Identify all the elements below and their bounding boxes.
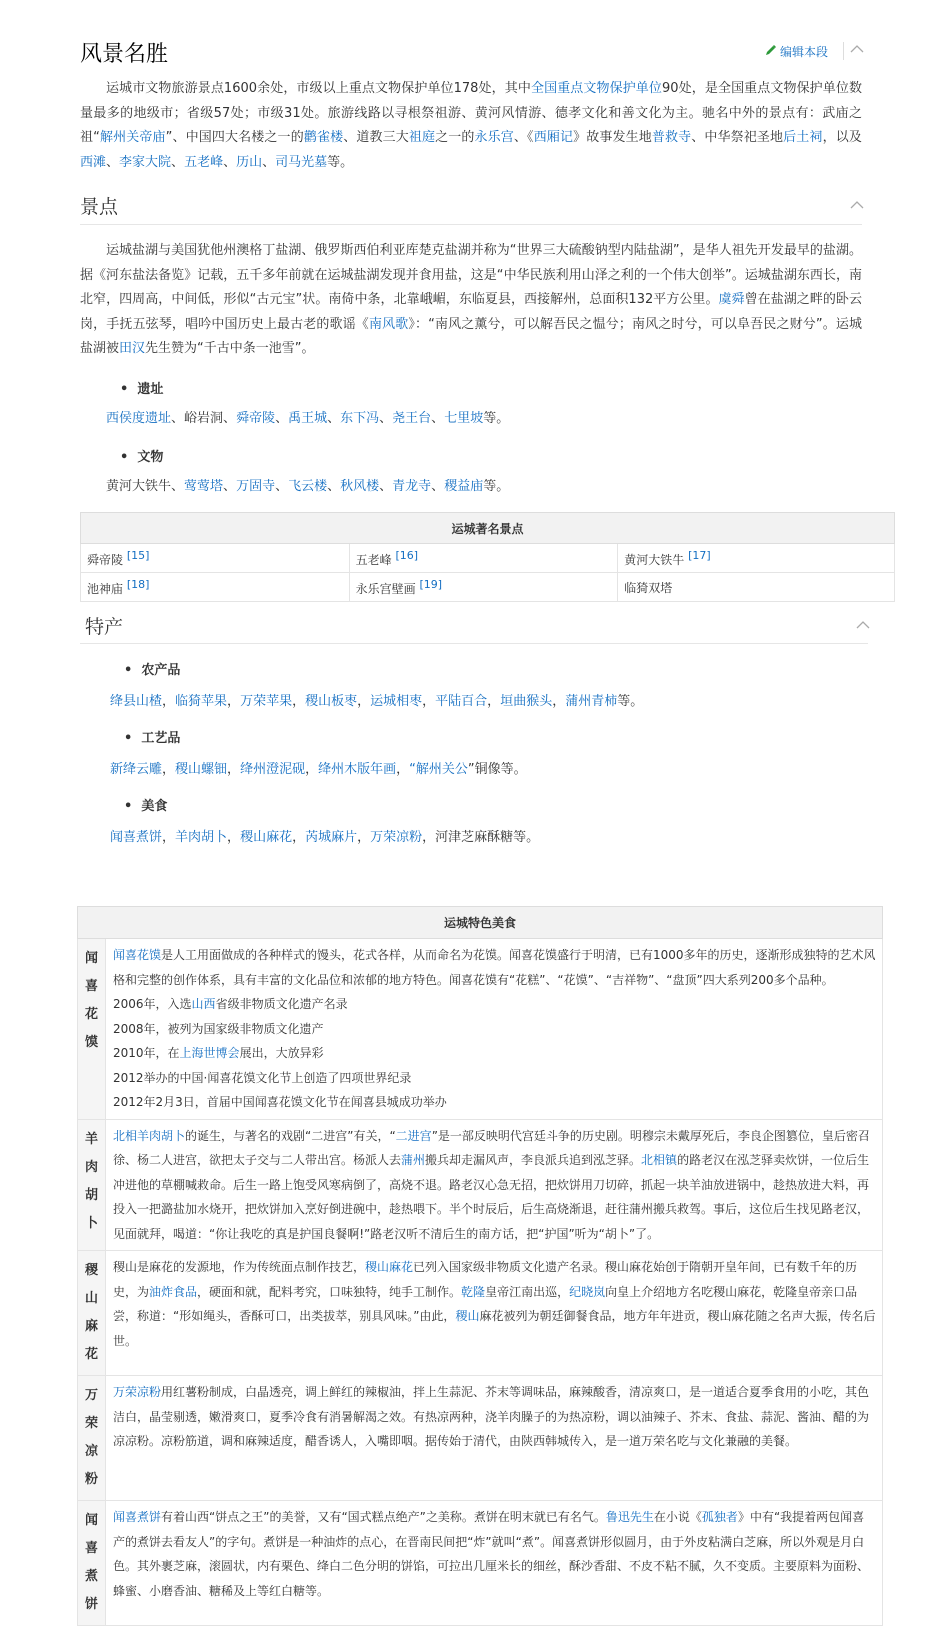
- row-content: 北相羊肉胡卜的诞生，与著名的戏剧“二进宫”有关，“二进宫”是一部反映明代宫廷斗争的历史剧。明穆宗未戴厚死后，李良企图篡位，皇后密召徐、杨二人进宫，欲把太子交与二人带出宫。杨派人去蒲州搬兵却走漏风声，李良派兵追到泓芝驿。北相镇的路老汉在泓芝驿卖炊饼，一位后生冲进他的草棚喊救命。后生一路上饱受风寒病倒了，高烧不退。路老汉心急无招，把炊饼用刀切碎，抓起一块羊油放进锅中，趁热放进大料，再投入一把潞盐加水烧开，把炊饼加入烹好倒进碗中，趁热喂下。半个时辰后，后生高烧渐退，赶往蒲州搬兵救驾。事后，这位后生找见路老汉，见面就拜，喝道：“你让我吃的真是护国良餐啊!”路老汉听不清后生的南方话，把“护国”听为“胡卜”了。: [106, 1119, 883, 1251]
- table-row: [78, 1501, 883, 1626]
- table-cell: 舜帝陵: [87, 552, 124, 567]
- link[interactable]: 青龙寺: [392, 479, 432, 494]
- link[interactable]: 西滩: [80, 154, 107, 170]
- link[interactable]: 万荣凉粉: [370, 830, 423, 845]
- link[interactable]: 稷山麻花: [240, 830, 293, 845]
- table-cell: 永乐宫壁画: [355, 581, 416, 596]
- link[interactable]: 禹王城: [288, 411, 328, 426]
- link[interactable]: 蒲州青柿: [565, 694, 618, 709]
- link[interactable]: 稷山麻花: [365, 1260, 414, 1274]
- link[interactable]: 万荣苹果: [240, 694, 293, 709]
- link[interactable]: 上海世博会: [179, 1046, 240, 1060]
- spots-heading: 景点: [80, 196, 119, 218]
- products-heading: 特产: [85, 616, 124, 638]
- ref-link[interactable]: [19]: [419, 577, 443, 591]
- row-label: 闻 喜 煮 饼: [78, 1501, 106, 1626]
- link[interactable]: 普救寺: [651, 130, 692, 145]
- link[interactable]: 平陆百合: [435, 694, 488, 709]
- link[interactable]: 虞舜: [718, 292, 745, 307]
- link[interactable]: 稷山螺钿: [175, 762, 228, 777]
- link[interactable]: 田汉: [119, 341, 146, 356]
- table-cell: 临猗双塔: [624, 580, 673, 595]
- row-label: 羊 肉 胡 卜: [78, 1119, 106, 1251]
- link[interactable]: 鹳雀楼: [303, 130, 344, 145]
- edit-section-label[interactable]: 编辑本段: [779, 44, 828, 59]
- intro-paragraph: 运城市文物旅游景点1600余处，市级以上重点文物保护单位178处，其中全国重点文物保护单位90处，是全国重点文物保护单位数量最多的地级市；省级57处；市级31处。旅游线路以寻根祭祖游、黄河风情游、德孝文化和善文化为主。驰名中外的景点有：武庙之祖“解州关帝庙”、中国四大名楼之一的鹳雀楼、道教三大祖庭之一的永乐宫、《西厢记》故事发生地普救寺、中华祭祀圣地后土祠，以及西滩、李家大院、五老峰、历山、司马光墓等。: [80, 81, 862, 170]
- link[interactable]: 稷山: [455, 1309, 480, 1323]
- table-cell: 池神庙: [87, 581, 124, 596]
- link[interactable]: 垣曲猴头: [500, 694, 553, 709]
- ref-link[interactable]: [17]: [688, 548, 711, 562]
- link[interactable]: 西厢记: [533, 130, 574, 145]
- link[interactable]: 永乐宫: [474, 130, 514, 145]
- link[interactable]: 秋风楼: [340, 479, 380, 494]
- link[interactable]: 飞云楼: [288, 479, 328, 494]
- list-item: 2012年2月3日，首届中国闻喜花馍文化节在闻喜县城成功举办: [113, 1095, 447, 1109]
- link[interactable]: 历山: [236, 154, 263, 170]
- agri-list: 绛县山楂，临猗苹果，万荣苹果，稷山板枣，运城相枣，平陆百合，垣曲猴头，蒲州青柿等。: [110, 694, 644, 709]
- link[interactable]: 司马光墓: [275, 154, 328, 170]
- link[interactable]: 全国重点文物保护单位: [530, 81, 663, 96]
- ruins-heading: • 遗址: [120, 378, 163, 397]
- link[interactable]: 解州关帝庙: [99, 130, 166, 145]
- craft-list: 新绛云雕，稷山螺钿，绛州澄泥砚，绛州木版年画，“解州关公”铜像等。: [110, 762, 527, 777]
- link[interactable]: 万荣凉粉: [113, 1385, 162, 1399]
- row-content: 闻喜煮饼有着山西“饼点之王”的美誉，又有“国式糕点绝产”之美称。煮饼在明末就已有名气。鲁迅先生在小说《孤独者》中有“我提着两包闻喜产的煮饼去看友人”的字句。煮饼是一种油炸的点心，在晋南民间把“炸”就叫“煮”。闻喜煮饼形似圆月，由于外皮粘满白芝麻，所以外观是月白色。其外裹芝麻，滚圆状，内有栗色、绛白二色分明的饼馅，可拉出几厘米长的细丝，酥沙香甜、不皮不粘不腻，久不变质。主要原料为面粉、蜂蜜、小磨香油、糖稀及上等红白糖等。: [106, 1501, 883, 1626]
- ref-link[interactable]: [16]: [395, 548, 419, 562]
- link[interactable]: 舜帝陵: [236, 411, 276, 426]
- link[interactable]: 绛州木版年画: [318, 762, 397, 777]
- ruins-list: 西侯度遗址、峪岩洞、舜帝陵、禹王城、东下冯、尧王台、七里坡等。: [106, 411, 510, 426]
- link[interactable]: 南风歌: [368, 316, 409, 332]
- food-list: 闻喜煮饼，羊肉胡卜，稷山麻花，芮城麻片，万荣凉粉，河津芝麻酥糖等。: [110, 830, 540, 845]
- relics-list: 黄河大铁牛、莺莺塔、万固寺、飞云楼、秋风楼、青龙寺、稷益庙等。: [106, 479, 510, 494]
- list-item: 2006年，入选山西省级非物质文化遗产名录: [113, 997, 348, 1011]
- link[interactable]: 闻喜煮饼: [110, 830, 163, 845]
- relics-heading: • 文物: [120, 446, 163, 465]
- ref-link[interactable]: [18]: [126, 577, 150, 591]
- food-table: [77, 906, 883, 1626]
- section-title: 风景名胜: [80, 42, 169, 67]
- link[interactable]: “解州关公: [409, 762, 468, 777]
- ref-link[interactable]: [15]: [126, 548, 150, 562]
- link[interactable]: 闻喜花馍: [113, 948, 162, 962]
- link[interactable]: 蒲州: [401, 1153, 426, 1167]
- link[interactable]: 二进宫: [395, 1128, 432, 1143]
- table-cell: 五老峰: [355, 552, 392, 567]
- link[interactable]: 莺莺塔: [184, 479, 224, 494]
- edit-section[interactable]: [765, 42, 844, 60]
- row-label: 稷 山 麻 花: [78, 1251, 106, 1376]
- row-label: 闻 喜 花 馍: [78, 939, 106, 1120]
- list-item: 2010年，在上海世博会展出，大放异彩: [113, 1046, 324, 1060]
- table-row: [81, 573, 895, 602]
- link[interactable]: 东下冯: [340, 411, 380, 426]
- row-content: 闻喜花馍是人工用面做成的各种样式的馒头，花式各样，从而命名为花馍。闻喜花馍盛行于明清，已有1000多年的历史，逐渐形成独特的艺术风格和完整的创作体系，具有丰富的文化品位和浓郁的地方特色。闻喜花馍有“花糕”、“花馍”、“吉祥物”、“盘顶”四大系列200多个品种。 2006年，入选山西省级非物质文化遗产名录 2008年，被列为国家级非物质文化遗产 2010年，在上海世博会展出，大放异彩 2012举办的中国·闻喜花馍文化节上创造了四项世界纪录 2012年2月3日，首届中国闻喜花馍文化节在闻喜县城成功举办: [106, 939, 883, 1120]
- link[interactable]: 万固寺: [236, 479, 276, 494]
- link[interactable]: 芮城麻片: [305, 830, 358, 845]
- row-content: 稷山是麻花的发源地，作为传统面点制作技艺，稷山麻花已列入国家级非物质文化遗产名录。稷山麻花始创于隋朝开皇年间，已有数千年的历史，为油炸食品，硬面和就，配料考究，口味独特，纯手工制作。乾隆皇帝江南出巡，纪晓岚向皇上介绍地方名吃稷山麻花，乾隆皇帝亲口品尝，称道：“形如绳头，香酥可口，出类拔萃，别具风味。”由此，稷山麻花被列为朝廷御餐食品，地方年年进贡，稷山麻花随之名声大振，传名后世。: [106, 1251, 883, 1376]
- food-heading: • 美食: [124, 795, 167, 814]
- link[interactable]: 李家大院: [119, 154, 172, 170]
- table-row: [81, 544, 895, 573]
- divider: [843, 42, 844, 60]
- famous-spots-table: [80, 512, 895, 602]
- link[interactable]: 绛县山楂: [110, 694, 163, 709]
- link[interactable]: 后土祠: [783, 130, 823, 145]
- link[interactable]: 临猗苹果: [175, 694, 228, 709]
- link[interactable]: 西侯度遗址: [106, 411, 172, 426]
- section-divider: [80, 643, 868, 644]
- link[interactable]: 北相镇: [641, 1153, 678, 1167]
- link[interactable]: 稷山板枣: [305, 694, 358, 709]
- link[interactable]: 闻喜煮饼: [113, 1510, 162, 1524]
- link[interactable]: 五老峰: [184, 154, 224, 170]
- section-divider: [80, 224, 862, 225]
- link[interactable]: 纪晓岚: [569, 1284, 606, 1299]
- table-row: [78, 1119, 883, 1251]
- table-caption: 运城特色美食: [78, 907, 883, 939]
- row-label: 万 荣 凉 粉: [78, 1376, 106, 1501]
- link[interactable]: 油炸食品: [149, 1284, 198, 1299]
- table-row: [78, 939, 883, 1120]
- link[interactable]: 尧王台: [392, 411, 432, 426]
- link[interactable]: 七里坡: [444, 411, 484, 426]
- list-item: 2008年，被列为国家级非物质文化遗产: [113, 1021, 324, 1036]
- collapse-icon[interactable]: [850, 200, 862, 212]
- link[interactable]: 稷益庙: [444, 479, 484, 494]
- link[interactable]: 北相羊肉胡卜: [113, 1128, 186, 1143]
- row-content: 万荣凉粉用红薯粉制成，白晶透亮，调上鲜红的辣椒油，拌上生蒜泥、芥末等调味品，麻辣酸香，清凉爽口，是一道适合夏季食用的小吃，其色洁白，晶莹剔透，嫩滑爽口，夏季冷食有消暑解渴之效。有热凉两种，浇羊肉臊子的为热凉粉，调以油辣子、芥末、食盐、蒜泥、酱油、醋的为凉凉粉。凉粉筋道，调和麻辣适度，醋香诱人，入嘴即咽。据传始于清代，由陕西韩城传入，是一道万荣名吃与文化兼融的美餐。: [106, 1376, 883, 1501]
- link[interactable]: 山西: [191, 997, 216, 1011]
- craft-heading: • 工艺品: [124, 727, 180, 746]
- link[interactable]: 鲁迅先生: [605, 1510, 654, 1524]
- agri-heading: • 农产品: [124, 659, 180, 678]
- link[interactable]: 运城相枣: [370, 694, 423, 709]
- link[interactable]: 孤独者: [701, 1510, 738, 1524]
- link[interactable]: 祖庭: [408, 130, 436, 145]
- link[interactable]: 绛州澄泥砚: [240, 762, 306, 777]
- table-caption: 运城著名景点: [81, 513, 895, 544]
- table-cell: 黄河大铁牛: [624, 552, 685, 567]
- table-row: [78, 1251, 883, 1376]
- link[interactable]: 羊肉胡卜: [175, 830, 228, 845]
- collapse-icon[interactable]: [856, 620, 868, 632]
- collapse-icon[interactable]: [850, 44, 862, 56]
- list-item: 2012举办的中国·闻喜花馍文化节上创造了四项世界纪录: [113, 1070, 412, 1085]
- table-row: [78, 1376, 883, 1501]
- link[interactable]: 乾隆: [461, 1284, 486, 1299]
- spots-paragraph: 运城盐湖与美国犹他州澳格丁盐湖、俄罗斯西伯利亚库楚克盐湖并称为“世界三大硫酸钠型内陆盐湖”，是华人祖先开发最早的盐湖。据《河东盐法备览》记载，五千多年前就在运城盐湖发现并食用盐，这是“中华民族利用山泽之利的一个伟大创举”。运城盐湖东西长，南北窄，四周高，中间低，形似“古元宝”状。南倚中条，北靠峨嵋，东临夏县，西接解州，总面积132平方公里。虞舜曾在盐湖之畔的卧云岗，手抚五弦琴，唱吟中国历史上最古老的歌谣《南风歌》：“南风之薰兮，可以解吾民之愠兮；南风之时兮，可以阜吾民之财兮”。运城盐湖被田汉先生赞为“千古中条一池雪”。: [80, 243, 862, 356]
- link[interactable]: 新绛云雕: [110, 762, 163, 777]
- pencil-icon: [765, 44, 777, 59]
